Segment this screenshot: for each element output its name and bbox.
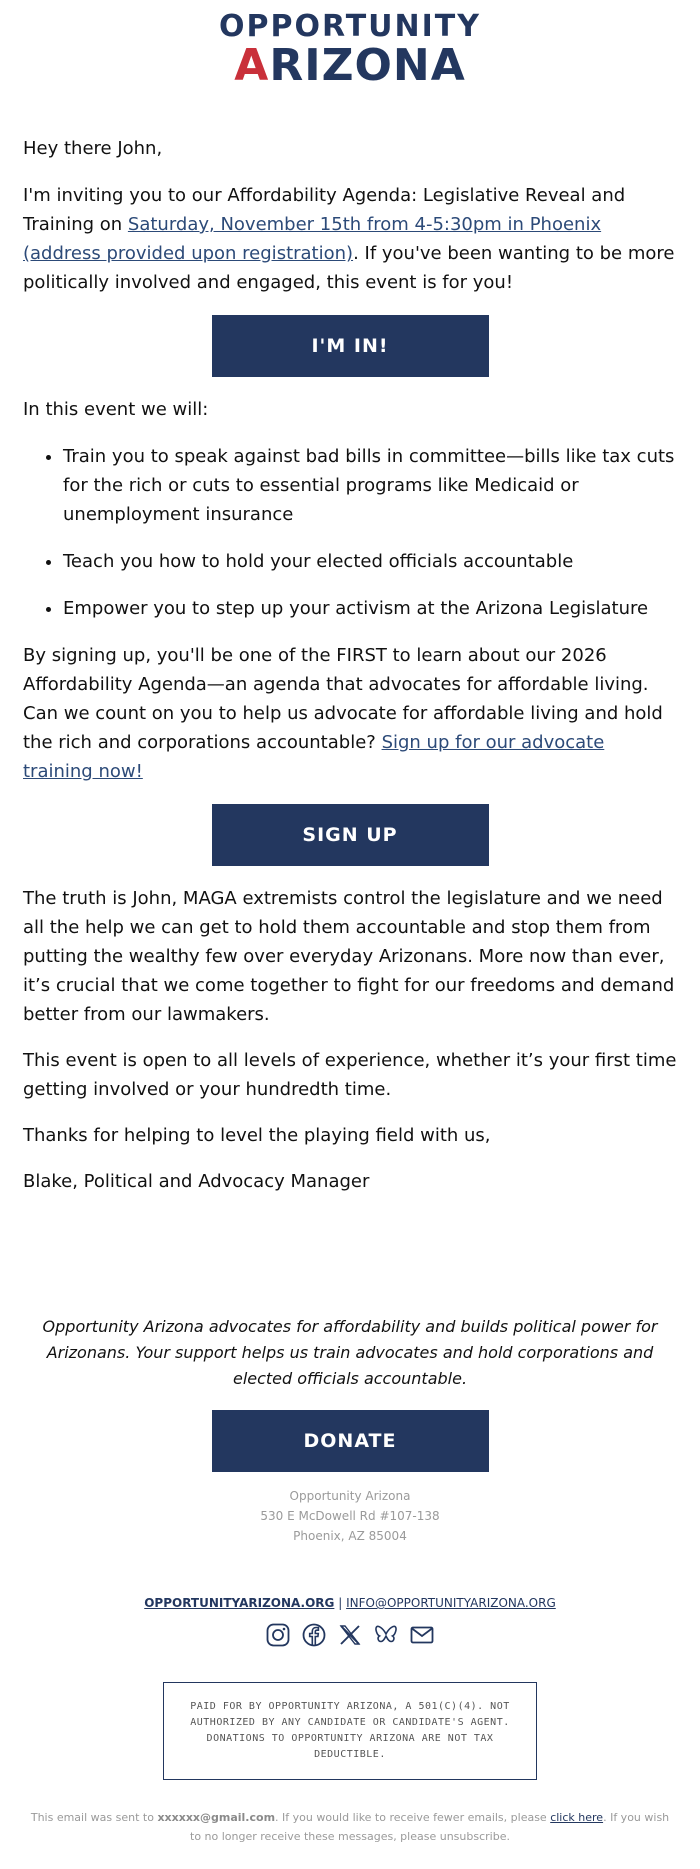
recipient-email: xxxxxx@gmail.com [157, 1811, 276, 1824]
logo-letter-a: A [234, 40, 270, 91]
logo-line-2 [0, 40, 700, 91]
x-icon[interactable] [337, 1622, 363, 1648]
event-activities-list [23, 442, 677, 623]
greeting: Hey there John, [23, 138, 163, 159]
footer-links [0, 1596, 700, 1610]
im-in-button[interactable]: I'M IN! [212, 315, 489, 377]
maga-paragraph: The truth is John, MAGA extremists control the legislature and we need all the help we can get to hold them accountable and stop them from putting the wealthy few over everyday Arizonans. More now than ever, it’s crucial that we come together to fight for our freedoms and demand better from our lawmakers. [23, 888, 675, 1025]
address-line-2: Phoenix, AZ 85004 [293, 1529, 407, 1543]
facebook-icon[interactable] [301, 1622, 327, 1648]
intro-paragraph [23, 181, 677, 297]
list-intro: In this event we will: [23, 399, 209, 420]
fineprint-text-2: . If you would like to receive fewer emails, please [275, 1811, 551, 1824]
email-link[interactable]: INFO@OPPORTUNITYARIZONA.ORG [346, 1596, 556, 1610]
mailing-address [0, 1486, 700, 1546]
social-icons [0, 1622, 700, 1648]
opportunity-arizona-logo[interactable] [0, 0, 700, 92]
thanks-paragraph: Thanks for helping to level the playing field with us, [23, 1125, 491, 1146]
email-fineprint [0, 1808, 700, 1846]
intro-text-end: . If you've been wanting to be more politically involved and engaged, this event is for you! [23, 243, 675, 293]
website-link[interactable]: OPPORTUNITYARIZONA.ORG [144, 1596, 335, 1610]
email-body [0, 134, 700, 1196]
signup-paragraph [23, 641, 677, 786]
org-name: Opportunity Arizona [289, 1489, 411, 1503]
address-line-1: 530 E McDowell Rd #107-138 [260, 1509, 440, 1523]
list-item: • Train you to speak against bad bills in committee—bills like tax cuts for the rich or cuts to essential programs like Medicaid or unemployment insurance [63, 442, 677, 529]
list-item: • Empower you to step up your activism at the Arizona Legislature [63, 594, 677, 623]
mail-icon[interactable] [409, 1622, 435, 1648]
event-details-link[interactable]: Saturday, November 15th from 4-5:30pm in Phoenix (address provided upon registration) [23, 214, 602, 264]
footer-mission-statement: Opportunity Arizona advocates for affordability and builds political power for Arizonans. Your support helps us train advocates and hold corporations and elected officials accountable. [42, 1317, 658, 1388]
logo-line-2-rest: RIZONA [269, 40, 466, 91]
link-separator: | [338, 1596, 343, 1610]
signup-text: By signing up, you'll be one of the FIRST to learn about our 2026 Affordability Agenda—an agenda that advocates for affordable living. Can we count on you to help us advocate for affordable living and hold the rich and corporations accountable? [23, 645, 663, 753]
fineprint-text-1: This email was sent to [30, 1811, 158, 1824]
logo-line-1: OPPORTUNITY [218, 9, 481, 44]
paid-for-disclaimer: PAID FOR BY OPPORTUNITY ARIZONA, A 501(C)(4). NOT AUTHORIZED BY ANY CANDIDATE OR CANDIDATE'S AGENT. DONATIONS TO OPPORTUNITY ARIZONA ARE NOT TAX DEDUCTIBLE. [163, 1682, 537, 1780]
sign-up-button[interactable]: SIGN UP [212, 804, 489, 866]
intro-text-start: I'm inviting you to our Affordability Agenda: Legislative Reveal and Training on [23, 185, 626, 235]
sign-up-link[interactable]: Sign up for our advocate training now! [23, 732, 605, 782]
instagram-icon[interactable] [265, 1622, 291, 1648]
fineprint-text-3: . If you wish to no longer receive these messages, please unsubscribe. [190, 1811, 670, 1843]
bluesky-icon[interactable] [373, 1622, 399, 1648]
fewer-emails-link[interactable]: click here [550, 1811, 604, 1824]
signature: Blake, Political and Advocacy Manager [23, 1171, 370, 1192]
list-item: • Teach you how to hold your elected officials accountable [63, 547, 677, 576]
donate-button[interactable]: DONATE [212, 1410, 489, 1472]
experience-paragraph: This event is open to all levels of experience, whether it’s your first time getting involved or your hundredth time. [23, 1050, 677, 1100]
